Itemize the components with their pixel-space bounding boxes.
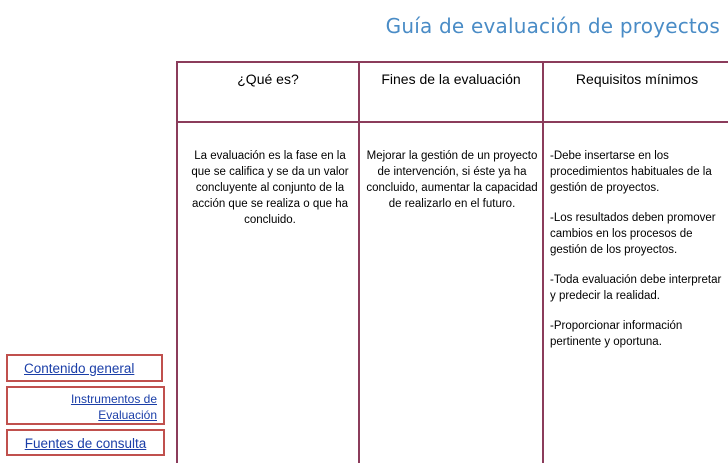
contenido-general-button[interactable]: Contenido general	[6, 354, 163, 382]
header-divider	[178, 121, 728, 123]
header-requisitos: Requisitos mínimos	[575, 71, 699, 87]
instrumentos-label-line2: Evaluación	[98, 408, 157, 422]
fuentes-consulta-button[interactable]: Fuentes de consulta	[6, 429, 165, 456]
column-divider	[358, 63, 360, 463]
instrumentos-evaluacion-button[interactable]	[6, 386, 165, 425]
header-que-es: ¿Qué es?	[237, 71, 299, 87]
cell-requisitos	[550, 148, 724, 364]
cell-fines: Mejorar la gestión de un proyecto de intervención, si éste ya ha concluido, aumentar la capacidad de realizarlo en el futuro.	[366, 150, 538, 210]
instrumentos-label-line1: Instrumentos de	[70, 392, 157, 406]
requisito-item: -Debe insertarse en los procedimientos habituales de la gestión de proyectos.	[550, 150, 712, 194]
header-fines: Fines de la evaluación	[381, 71, 521, 87]
requisito-item: -Proporcionar información pertinente y oportuna.	[550, 320, 683, 348]
cell-que-es: La evaluación es la fase en la que se califica y se da un valor concluyente al conjunto de la acción que se realiza o que ha concluido.	[191, 150, 349, 226]
evaluation-table	[176, 61, 728, 463]
page-title: Guía de evaluación de proyectos	[385, 14, 720, 38]
requisito-item: -Los resultados deben promover cambios en los procesos de gestión de los proyectos.	[550, 212, 716, 256]
requisito-item: -Toda evaluación debe interpretar y predecir la realidad.	[550, 274, 722, 302]
column-divider	[542, 63, 544, 463]
